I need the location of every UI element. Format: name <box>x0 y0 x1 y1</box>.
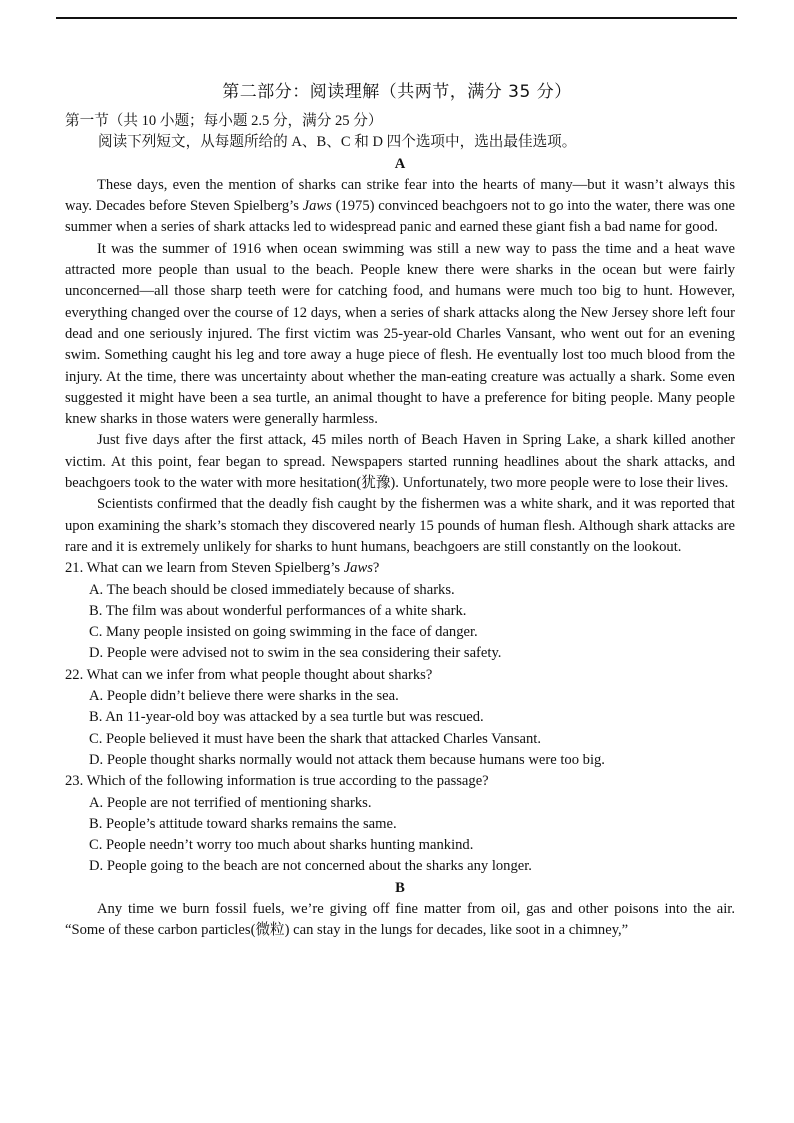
question-text: What can we learn from Steven Spielberg’s <box>83 560 344 577</box>
part-title: 第二部分：阅读理解（共两节，满分 35 分） <box>222 82 572 102</box>
passage-a-paragraph: It was the summer of 1916 when ocean swimming was still a new way to pass the time and a heat wave attracted more people than usual to the beach. People knew there were sharks in the ocean but were fairly unconcerned—all those sharp teeth were for catching food, and humans were much too big to hunt. However, everything changed over the course of 12 days, when a series of shark attacks along the New Jersey shore left four dead and one seriously injured. The first victim was 25-year-old Charles Vansant, who went out for an evening swim. Something caught his leg and tore away a huge piece of flesh. He eventually lost too much blood from the injury. At the time, there was uncertainty about whether the man-eating creature was actually a shark. Some even suggested it might have been a sea turtle, an animal thought to have a preference for biting people. Many people knew sharks in those waters were generally harmless. <box>65 240 735 428</box>
passage-a-paragraph <box>65 175 735 239</box>
option-a: A. People are not terrified of mentioning sharks. <box>89 794 372 811</box>
header-rule <box>56 17 737 19</box>
option-d: D. People were advised not to swim in the sea considering their safety. <box>89 645 502 662</box>
question-stem <box>65 771 735 792</box>
question-number: 23. <box>65 773 84 790</box>
question-21 <box>65 558 735 664</box>
question-22 <box>65 665 735 771</box>
option-d: D. People going to the beach are not concerned about the sharks any longer. <box>89 858 532 875</box>
passage-a-paragraph: Scientists confirmed that the deadly fish caught by the fishermen was a white shark, and it was reported that upon examining the shark’s stomach they discovered nearly 15 pounds of human flesh. Although shark attacks are rare and it is extremely unlikely for sharks to hunt humans, beachgoers are still constantly on the lookout. <box>65 496 735 555</box>
question-number: 22. <box>65 666 84 683</box>
question-text: ? <box>372 560 380 577</box>
passage-a-letter: A <box>394 155 406 172</box>
passage-b-letter: B <box>395 879 405 896</box>
film-title: Jaws <box>343 560 373 577</box>
option-c: C. People needn’t worry too much about sharks hunting mankind. <box>89 837 474 854</box>
option-b: B. An 11-year-old boy was attacked by a sea turtle but was rescued. <box>89 709 484 726</box>
option-a: A. People didn’t believe there were sharks in the sea. <box>89 688 399 705</box>
question-text: What can we infer from what people thought about sharks? <box>83 666 433 683</box>
paragraph-text: (1975) convinced beachgoers not to go into the water, there was one summer when a series of shark attacks led to widespread panic and earned these giant fish a bad name for good. <box>65 198 736 236</box>
passage-b-paragraph: Any time we burn fossil fuels, we’re giving off fine matter from oil, gas and other poisons into the air. “Some of these carbon particles(微粒) can stay in the lungs for decades, like soot in a chimney,” <box>65 900 735 939</box>
question-stem <box>65 665 735 686</box>
exam-content <box>65 111 735 942</box>
option-c: C. Many people insisted on going swimming in the face of danger. <box>89 624 478 641</box>
option-b: B. People’s attitude toward sharks remains the same. <box>89 815 397 832</box>
paragraph-text: These days, even the mention of sharks can strike fear into the hearts of many—but it wasn’t always this way. Decades before Steven Spielberg’s <box>65 176 735 215</box>
question-text: Which of the following information is true according to the passage? <box>83 773 489 790</box>
option-b: B. The film was about wonderful performances of a white shark. <box>89 602 467 619</box>
instructions: 阅读下列短文，从每题所给的 A、B、C 和 D 四个选项中，选出最佳选项。 <box>98 134 577 151</box>
question-stem <box>65 558 735 579</box>
section-heading: 第一节（共 10 小题；每小题 2.5 分，满分 25 分） <box>65 113 383 129</box>
question-number: 21. <box>65 560 84 577</box>
option-a: A. The beach should be closed immediately because of sharks. <box>89 581 455 598</box>
option-c: C. People believed it must have been the shark that attacked Charles Vansant. <box>89 730 542 747</box>
film-title: Jaws <box>302 198 332 215</box>
question-23 <box>65 771 735 877</box>
passage-a-paragraph: Just five days after the first attack, 45 miles north of Beach Haven in Spring Lake, a shark killed another victim. At this point, fear began to spread. Newspapers started running headlines about the shark attacks, and beachgoers took to the water with more hesitation(犹豫). Unfortunately, two more people were to lose their lives. <box>65 432 735 492</box>
option-d: D. People thought sharks normally would not attack them because humans were too big. <box>89 751 605 768</box>
